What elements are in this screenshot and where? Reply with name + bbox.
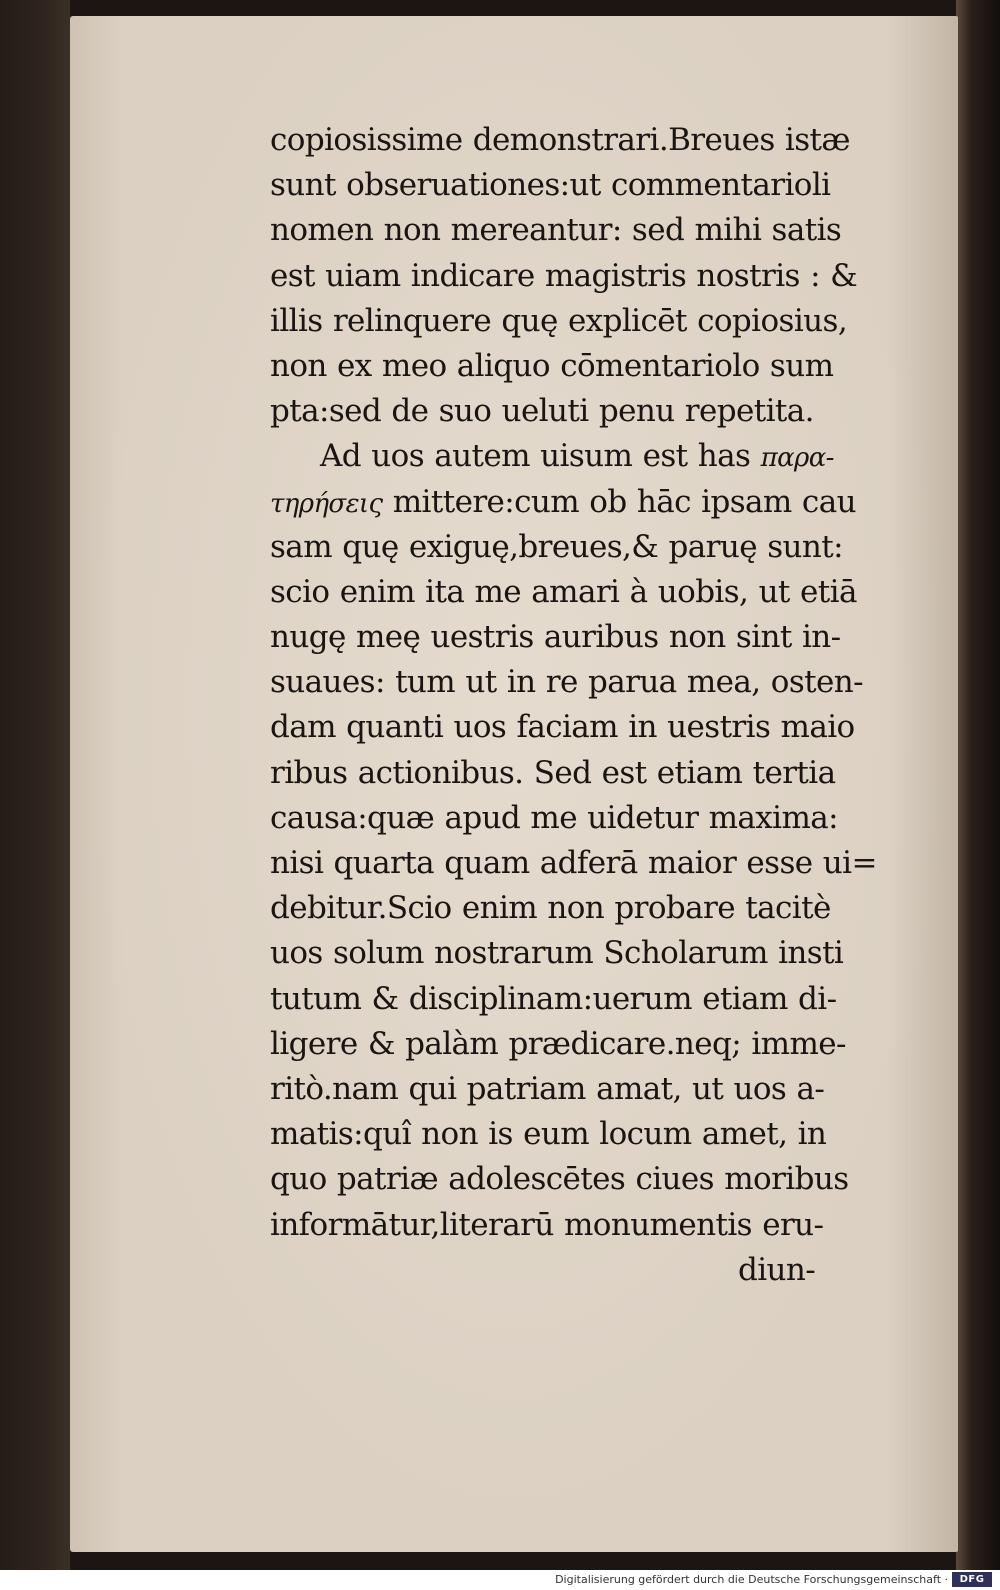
- text-line: sunt obseruationes:ut commentarioli: [270, 167, 831, 204]
- catchword: diun-: [738, 1251, 816, 1288]
- text-line: causa:quæ apud me uidetur maxima:: [270, 799, 838, 836]
- text-line: sam quę exiguę,breues,& paruę sunt:: [270, 528, 843, 565]
- text-line: matis:quî non is eum locum amet, in: [270, 1116, 827, 1153]
- dfg-logo: DFG: [952, 1572, 992, 1587]
- text-line: dam quanti uos faciam in uestris maio: [270, 709, 855, 746]
- text-line: informātur,literarū monumentis eru-: [270, 1206, 824, 1243]
- text-line: tutum & disciplinam:uerum etiam di-: [270, 980, 837, 1017]
- text-line: non ex meo aliquo cōmentariolo sum: [270, 347, 834, 384]
- text-run: mittere:cum ob hāc ipsam cau: [392, 483, 856, 520]
- text-line: debitur.Scio enim non probare tacitè: [270, 890, 831, 927]
- text-line: illis relinquere quę explicēt copiosius,: [270, 302, 848, 339]
- text-line: pta:sed de suo ueluti penu repetita.: [270, 393, 814, 430]
- text-line: ritò.nam qui patriam amat, ut uos a-: [270, 1070, 825, 1107]
- greek-word: τηρήσεις: [270, 488, 383, 519]
- greek-word: παρα-: [760, 443, 834, 474]
- page-text: [270, 118, 920, 1293]
- text-line: nomen non mereantur: sed mihi satis: [270, 212, 842, 249]
- text-line: est uiam indicare magistris nostris : &: [270, 257, 858, 294]
- credit-bar: [0, 1570, 1000, 1590]
- text-line: uos solum nostrarum Scholarum insti: [270, 935, 844, 972]
- text-line: suaues: tum ut in re parua mea, osten-: [270, 664, 863, 701]
- text-line: nugę meę uestris auribus non sint in-: [270, 619, 841, 656]
- scan-edge-left: [0, 0, 70, 1570]
- funding-credit: Digitalisierung gefördert durch die Deutsche Forschungsgemeinschaft ·: [555, 1573, 948, 1586]
- text-run: Ad uos autem uisum est has: [320, 438, 751, 475]
- text-line: copiosissime demonstrari.Breues istæ: [270, 122, 850, 158]
- text-line: nisi quarta quam adferā maior esse ui=: [270, 845, 877, 881]
- text-line: ligere & palàm prædicare.neq; imme-: [270, 1025, 846, 1062]
- text-line: ribus actionibus. Sed est etiam tertia: [270, 754, 836, 791]
- text-line: scio enim ita me amari à uobis, ut etiā: [270, 573, 857, 610]
- book-gutter: [956, 0, 1000, 1570]
- text-line: [270, 480, 920, 525]
- paragraph-start-line: [270, 434, 920, 479]
- text-line: quo patriæ adolescētes ciues moribus: [270, 1161, 849, 1198]
